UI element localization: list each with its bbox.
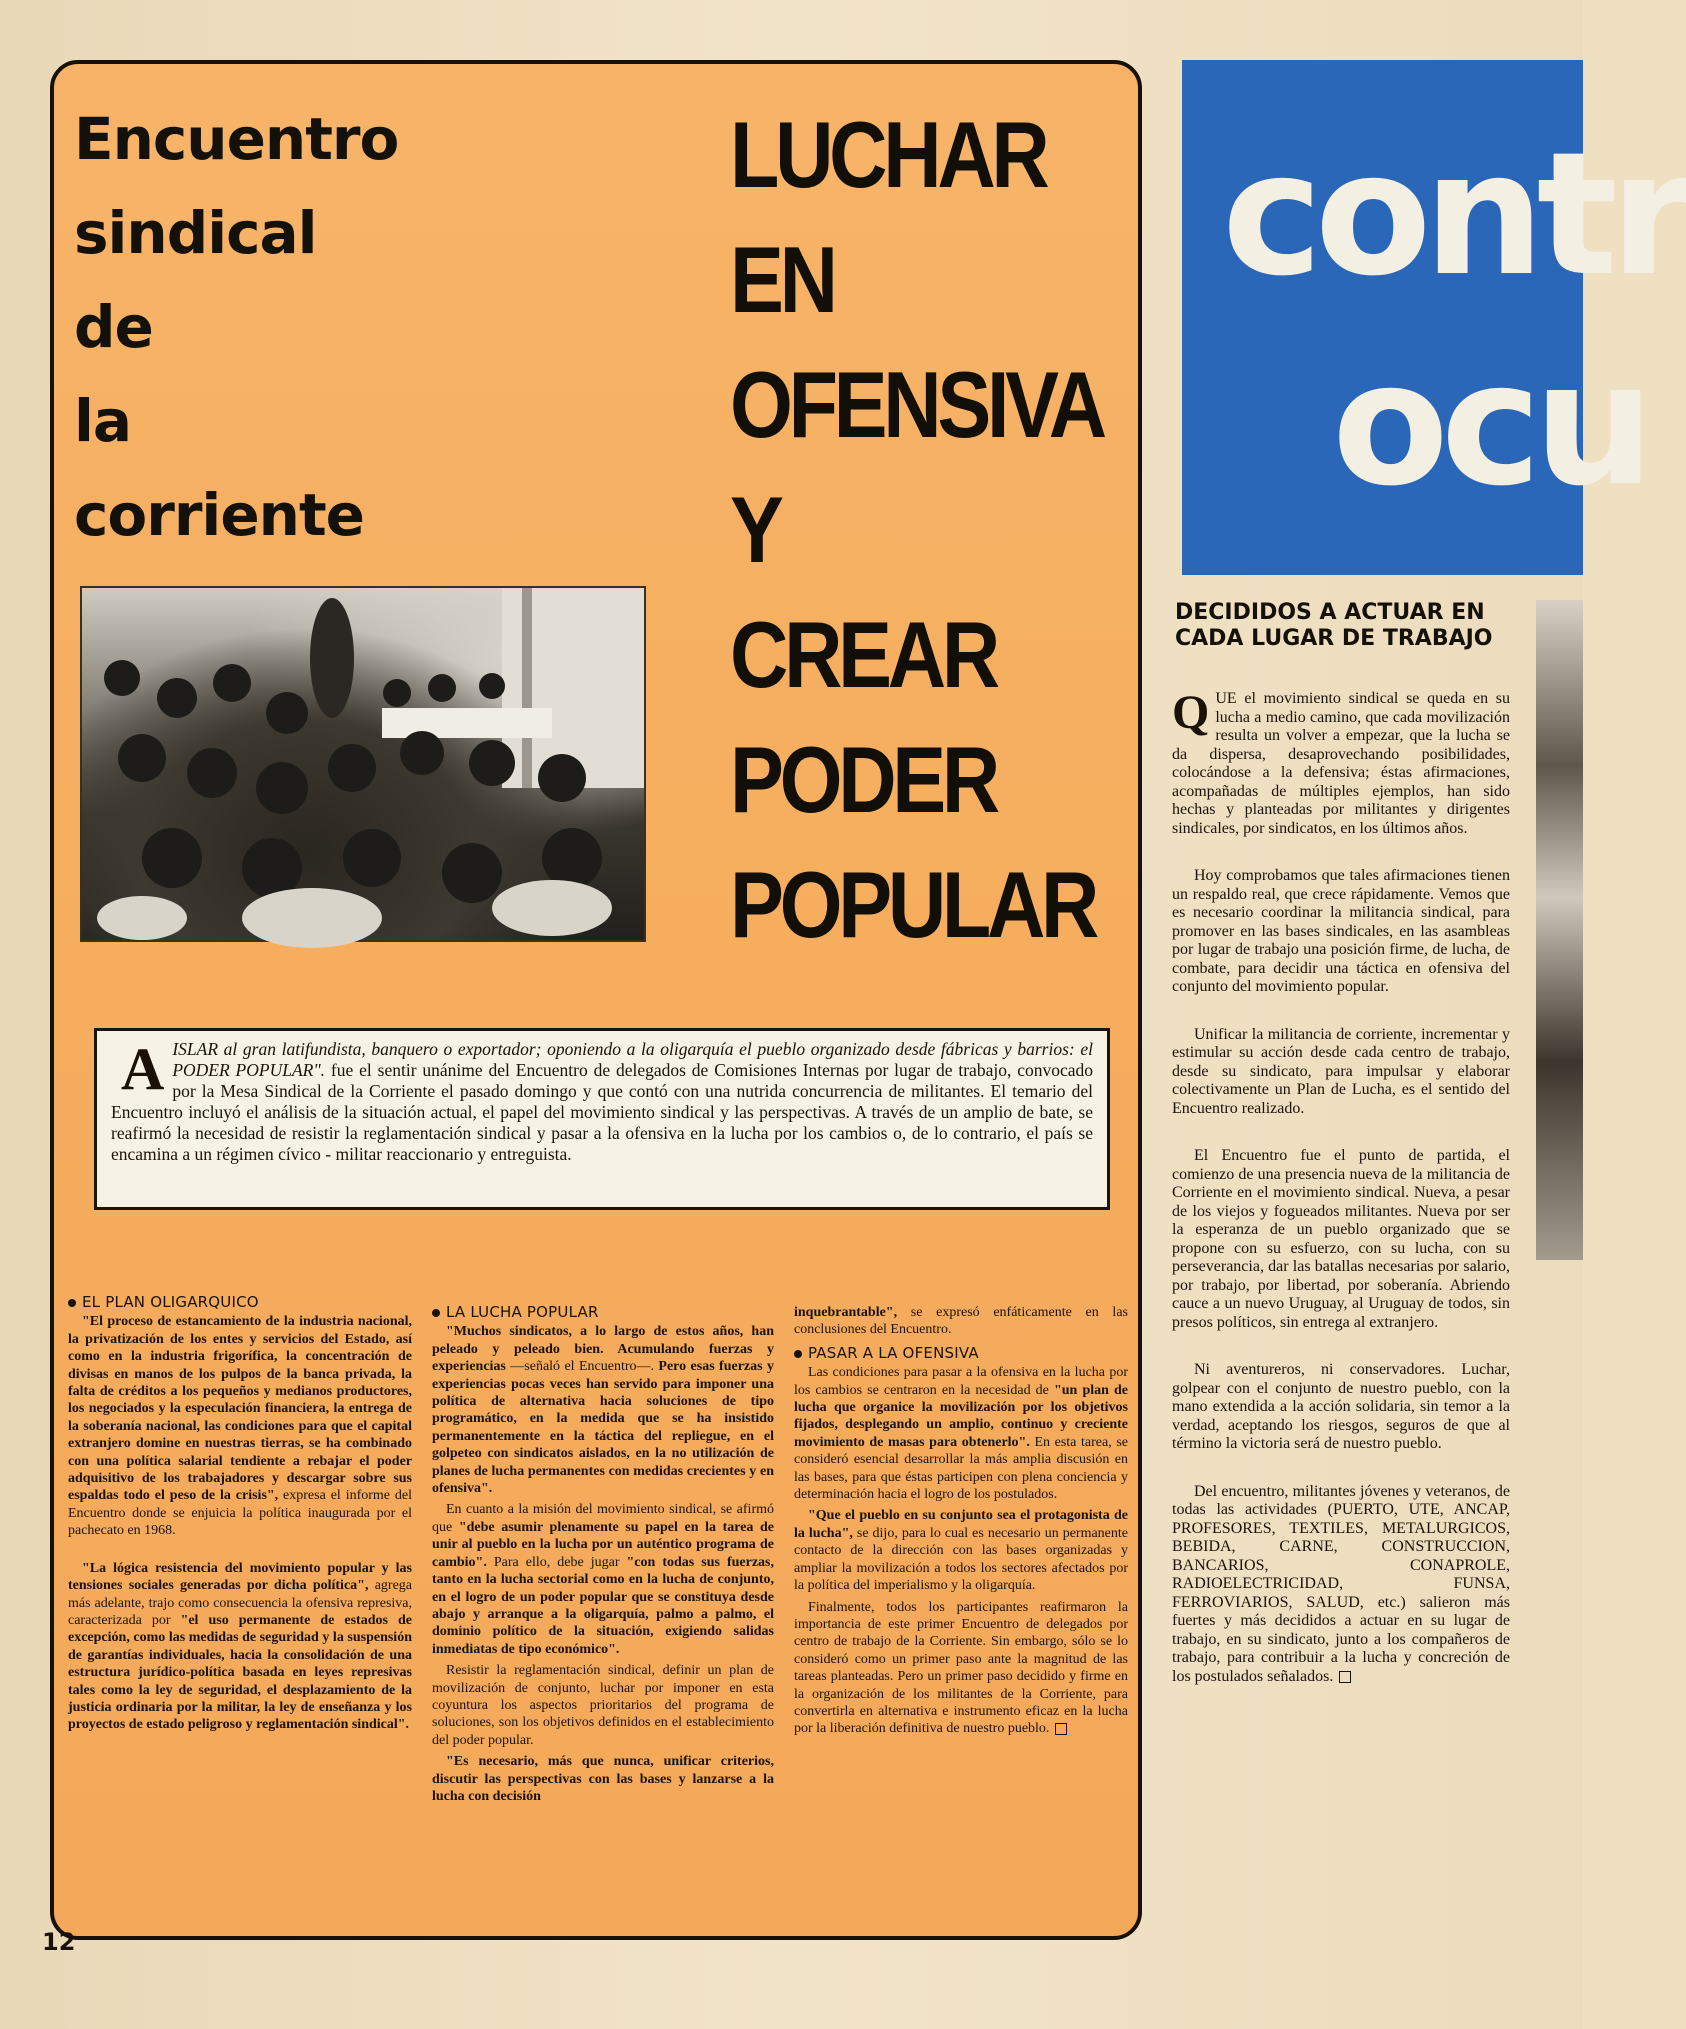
body-text: se expresó enfáticamente en las conclusiones del Encuentro.	[794, 1305, 1128, 1338]
kicker-title	[74, 92, 454, 562]
body-text: En cuanto a la misión del movimiento sindical, se afirmó que	[432, 1502, 774, 1535]
article-panel	[50, 60, 1142, 1940]
kicker-line: la	[74, 387, 132, 455]
headline-line: OFENSIVA	[730, 352, 1103, 457]
headline-line: LUCHAR	[730, 102, 1046, 207]
quote-text: "Es necesario, más que nunca, unificar criterios, discutir las perspectivas con las bases y lanzarse a la lucha con decisión	[432, 1754, 774, 1804]
end-mark-icon	[1055, 1723, 1067, 1735]
headline-line: POPULAR	[730, 852, 1096, 957]
body-text: se dijo, para lo cual es necesario un permanente contacto de la dirección con las bases organizadas y ampliar la movilización a todos los sectores afectados por la política del imperialismo y la oligarquía.	[794, 1525, 1128, 1594]
blue-title-word: contr	[1222, 116, 1686, 314]
quote-text: "debe asumir plenamente su papel en la tarea de unir al pueblo en la lucha por un auténtico programa de cambio".	[432, 1519, 775, 1570]
body-text: Hoy comprobamos que tales afirmaciones tienen un respaldo real, que crece rápidamente. Vemos que es necesario coordinar la militancia sindical, para promover en las bases sindicales, en las asambleas por lugar de trabajo una posición firme, de lucha, de combate, para decidir una táctica en ofensiva del conjunto del movimiento popular.	[1172, 867, 1510, 995]
lead-body-text: fue el sentir unánime del Encuentro de delegados de Comisiones Internas por lugar de trabajo, convocado por la Mesa Sindical de la Corriente el pasado domingo y que contó con una nutrida concurrencia de militantes. El temario del Encuentro incluyó el análisis de la situación actual, el papel del movimiento sindical y las perspectivas. A través de un amplio de bate, se reafirmó la necesidad de resistir la reglamentación sindical y pasar a la ofensiva en la lucha por los cambios o, de lo contrario, el país se encamina a un régimen cívico - militar reaccionario y entreguista.	[111, 1060, 1093, 1164]
body-text: agrega más adelante, trajo como consecuencia la ofensiva represiva, caracterizada por	[68, 1578, 412, 1628]
bullet-icon	[432, 1309, 440, 1317]
section-heading-text: EL PLAN OLIGARQUICO	[82, 1293, 259, 1311]
section-heading	[794, 1345, 1128, 1362]
bullet-icon	[68, 1299, 76, 1307]
drop-cap: A	[121, 1036, 165, 1102]
body-text: Del encuentro, militantes jóvenes y veteranos, de todas las actividades (PUERTO, UTE, ANCAP, PROFESORES, TEXTILES, METALURGICOS, BEBIDA, CARNE, CONSTRUCCION, BANCARIOS, CONAPROLE, RADIOELECTRICIDAD, FUNSA, FERROVIARIOS, SALUD, etc.) salieron más fuertes y más decididos a actuar en su lugar de trabajo, en su sindicato, junto a los compañeros de trabajo, para contribuir a la lucha y concreción de los postulados señalados.	[1172, 1482, 1510, 1685]
bullet-icon	[794, 1350, 802, 1358]
end-mark-icon	[1339, 1671, 1351, 1683]
section-heading	[68, 1294, 412, 1311]
body-text: En esta tarea, se consideró esencial desarrollar la más amplia discusión en las bases, para que éstas participen con plena conciencia y determinación hacia el logro de los postulados.	[794, 1434, 1128, 1503]
kicker-line: de	[74, 293, 153, 361]
body-text: Ni aventureros, ni conservadores. Luchar, golpear con el conjunto de nuestro pueblo, con la mano extendida a la acción solidaria, sin temor a la verdad, aceptando los riesgos, seguros de que al término la victoria será de nuestro pueblo.	[1172, 1361, 1510, 1452]
body-text: Para ello, debe jugar	[486, 1554, 627, 1570]
article-column-1	[68, 1294, 412, 1754]
meeting-photo	[80, 586, 646, 942]
lead-paragraph	[94, 1028, 1110, 1210]
kicker-line: corriente	[74, 481, 365, 549]
quote-text: "La lógica resistencia del movimiento popular y las tensiones sociales generadas por dicha política",	[68, 1560, 412, 1594]
section-heading-text: LA LUCHA POPULAR	[446, 1303, 599, 1321]
body-text: UE el movimiento sindical se queda en su lucha a medio camino, que cada movilización resulta un volver a empezar, que la lucha se da dispersa, desaprovechando posibilidades, colocándose a la defensiva; éstas afirmaciones, acompañadas de múltiples ejemplos, han sido hechas y planteadas por militantes y dirigentes sindicales, por sindicatos, en los últimos años.	[1172, 690, 1510, 837]
body-text: El Encuentro fue el punto de partida, el comienzo de una presencia nueva de la militancia de Corriente en el movimiento sindical. Nueva, a pesar de los viejos y fogueados militantes. Nueva por ser la esperanza de un pueblo organizado que se propone con su esfuerzo, con su lucha, con su perseverancia, dar las batallas necesarias por salario, por trabajo, por libertad, por soberanía. Abriendo cauce a un nuevo Uruguay, al Uruguay de todos, sin presos políticos, sin entrega al extranjero.	[1172, 1147, 1510, 1331]
drop-cap: Q	[1172, 686, 1210, 739]
article-column-3	[794, 1304, 1128, 1742]
body-text: Finalmente, todos los participantes reafirmaron la importancia de este primer Encuentro de delegados por centro de trabajo de la Corriente. Sin embargo, sólo se lo consideró como un primer paso ante la magnitud de las tareas planteadas. Pero un primer paso decidido y firme en la organización de los militantes de la Corriente, para convertirla en alternativa e instrumento eficaz en la lucha por la liberación definitiva de nuestro pueblo.	[794, 1599, 1128, 1737]
quote-text: "el uso permanente de estados de excepción, como las medidas de seguridad y la suspensión de garantías individuales, hacia la consolidación de una estructura jurídico-política basada en leyes represivas tales como la ley de seguridad, el desplazamiento de la justicia ordinaria por la militar, la ley de enseñanza y los proyectos de estado peligroso y reglamentación sindical".	[68, 1612, 412, 1733]
headline-line: Y	[730, 477, 780, 582]
headline-line: EN	[730, 227, 834, 332]
headline-line: PODER	[730, 727, 996, 832]
quote-text: "con todas sus fuerzas, tanto en la lucha sectorial como en la lucha de conjunto, en el logro de un poder popular que se constituya desde abajo y arranque a la oligarquía, palmo a palmo, el dominio político de la situación, exigiendo salidas inmediatas de tipo económico".	[432, 1554, 775, 1657]
lead-italic-text: ISLAR al gran latifundista, banquero o exportador; oponiendo a la oligarquía el pueblo organizado desde fábricas y barrios: el PODER POPULAR".	[172, 1039, 1093, 1080]
kicker-line: sindical	[74, 199, 317, 267]
kicker-line: Encuentro	[74, 105, 399, 173]
quote-text: Pero esas fuerzas y experiencias pocas veces han servido para imponer una política de alternativa hacia soluciones de tipo programático, en la medida que se ha insistido permanentemente en la táctica del repliegue, en el golpeteo con sindicatos aislados, en la no utilización de planes de lucha permanentes con medidas crecientes y en ofensiva".	[432, 1359, 774, 1497]
quote-text: "un plan de lucha que organice la movilización por los objetivos fijados, desplegando un amplio, continuo y creciente movimiento de masas para obtenerlo".	[794, 1382, 1128, 1450]
right-article-heading: DECIDIDOS A ACTUAR EN CADA LUGAR DE TRABAJO	[1175, 600, 1493, 651]
right-edge-photo	[1536, 600, 1583, 1260]
headline-line: CREAR	[730, 602, 996, 707]
quote-text: "Que el pueblo en su conjunto sea el protagonista de la lucha",	[794, 1508, 1128, 1541]
quote-text: inquebrantable",	[794, 1305, 898, 1320]
blue-title-word: ocu	[1332, 326, 1647, 524]
body-text: expresa el informe del Encuentro donde se enjuicia la política inaugurada por el pachecato en 1968.	[68, 1488, 412, 1539]
quote-text: "El proceso de estancamiento de la industria nacional, la privatización de los entes y servicios del Estado, así como en la industria frigorífica, la concentración de divisas en manos de los pulpos de la banca privada, la falta de créditos a los pequeños y medianos productores, los negociados y la especulación financiera, la entrega de la soberanía nacional, las condiciones para que el capital extranjero domine en nuestras tierras, se ha combinado con una política salarial tendiente a rebajar el poder adquisitivo de los trabajadores y descargar sobre sus espaldas todo el peso de la crisis",	[68, 1314, 412, 1504]
blue-title-block	[1182, 60, 1686, 575]
meeting-photo-figures	[82, 588, 644, 940]
body-text: Unificar la militancia de corriente, incrementar y estimular su acción desde cada centro de trabajo, desde su sindicato, para impulsar y elaborar colectivamente un Plan de Lucha, es el sentido del Encuentro realizado.	[1172, 1025, 1510, 1117]
section-heading-text: PASAR A LA OFENSIVA	[808, 1343, 979, 1362]
body-text: Resistir la reglamentación sindical, definir un plan de movilización de conjunto, luchar por imponer en esta coyuntura los aspectos prioritarios del programa de soluciones, son los objetivos definidos en el establecimiento del poder popular.	[432, 1663, 774, 1748]
right-article-column	[1172, 686, 1510, 1715]
article-column-2	[432, 1304, 774, 1809]
page-number: 12	[42, 1928, 76, 1956]
headline	[730, 92, 1103, 967]
section-heading	[432, 1304, 774, 1321]
quote-text: "Muchos sindicatos, a lo largo de estos años, han peleado y peleado bien. Acumulando fuerzas y experiencias	[432, 1324, 774, 1375]
body-text: —señaló el Encuentro—.	[505, 1359, 659, 1375]
body-text: Las condiciones para pasar a la ofensiva en la lucha por los cambios se centraron en la necesidad de	[794, 1365, 1128, 1398]
